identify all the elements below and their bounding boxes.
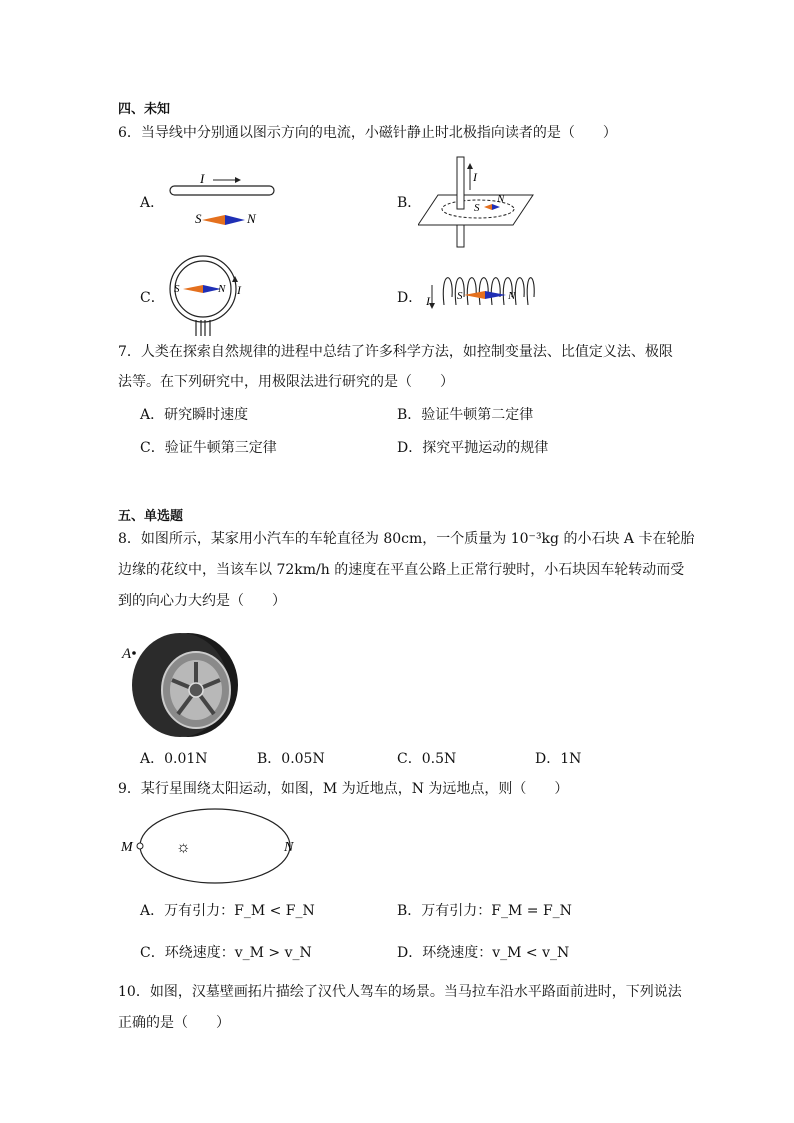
q8-option-b[interactable]: B．0.05N (257, 751, 325, 767)
north-label: N (497, 193, 505, 205)
q9-option-b[interactable]: B．万有引力：F_M = F_N (397, 903, 572, 919)
q6-figure-d (422, 265, 537, 325)
q7-option-d[interactable]: D．探究平抛运动的规律 (397, 440, 549, 456)
section-title-5: 五、单选题 (118, 509, 184, 524)
wire-lower (457, 225, 464, 247)
north-label: N (247, 211, 256, 226)
q6-figure-a (165, 170, 280, 232)
question-8-stem-line3: 到的向心力大约是（ ） (118, 593, 286, 609)
q9-option-c[interactable]: C．环绕速度：v_M > v_N (140, 945, 312, 961)
south-label: S (174, 283, 180, 295)
question-8-stem-line2: 边缘的花纹中，当该车以 72km/h 的速度在平直公路上正常行驶时，小石块因车轮转动而受 (118, 562, 685, 578)
q6-option-c-label[interactable]: C． (140, 290, 165, 306)
q7-option-a[interactable]: A．研究瞬时速度 (140, 407, 249, 423)
q9-option-a[interactable]: A．万有引力：F_M < F_N (140, 903, 315, 919)
needle-south (202, 215, 225, 225)
sun-icon: ☼ (176, 839, 191, 856)
q6-option-d-label[interactable]: D． (397, 290, 423, 306)
question-7-stem-line2: 法等。在下列研究中，用极限法进行研究的是（ ） (118, 374, 454, 390)
question-7-stem-line1: 7．人类在探索自然规律的进程中总结了许多科学方法，如控制变量法、比值定义法、极限 (118, 344, 673, 360)
needle-north (225, 215, 245, 225)
n-label: N (284, 840, 294, 855)
q8-option-a[interactable]: A．0.01N (140, 751, 208, 767)
q6-option-a-label[interactable]: A． (140, 195, 165, 211)
q6-option-b-label[interactable]: B． (397, 195, 422, 211)
planet-point (137, 843, 143, 849)
current-label: I (200, 171, 205, 186)
question-9-stem: 9．某行星围绕太阳运动，如图，M 为近地点，N 为远地点，则（ ） (118, 781, 569, 797)
question-6-stem: 6．当导线中分别通以图示方向的电流，小磁针静止时北极指向读者的是（ ） (118, 125, 617, 141)
current-label: I (426, 294, 430, 308)
hub (189, 683, 203, 697)
question-8-stem-line1: 8．如图所示，某家用小汽车的车轮直径为 80cm，一个质量为 10⁻³kg 的小石块 A 卡在轮胎 (118, 531, 695, 547)
m-label: M (121, 840, 133, 855)
stone-label: A (122, 646, 132, 662)
south-label: S (195, 211, 202, 226)
current-label: I (237, 283, 241, 297)
needle-south (183, 285, 203, 293)
question-10-stem-line1: 10．如图，汉墓壁画拓片描绘了汉代人驾车的场景。当马拉车沿水平路面前进时，下列说法 (118, 984, 682, 1000)
q7-option-c[interactable]: C．验证牛顿第三定律 (140, 440, 277, 456)
q6-figure-c (163, 252, 248, 337)
question-10-stem-line2: 正确的是（ ） (118, 1015, 230, 1031)
south-label: S (457, 290, 463, 302)
q7-option-b[interactable]: B．验证牛顿第二定律 (397, 407, 534, 423)
q6-figure-b (418, 155, 543, 253)
arrow-head (467, 163, 473, 169)
q8-option-c[interactable]: C．0.5N (397, 751, 457, 767)
north-label: N (218, 283, 226, 295)
north-label: N (508, 290, 516, 302)
orbit-ellipse (140, 809, 290, 883)
south-label: S (474, 202, 480, 214)
stone-point (132, 651, 136, 655)
q8-tire-figure (118, 628, 243, 738)
wire (170, 186, 274, 195)
section-title-4: 四、未知 (118, 102, 171, 117)
wire (457, 157, 464, 209)
q9-option-d[interactable]: D．环绕速度：v_M < v_N (397, 945, 570, 961)
arrow-head (235, 177, 241, 183)
q9-orbit-figure (118, 805, 303, 890)
current-label: I (473, 170, 477, 184)
q8-option-d[interactable]: D．1N (535, 751, 582, 767)
current-arrow (232, 276, 238, 282)
